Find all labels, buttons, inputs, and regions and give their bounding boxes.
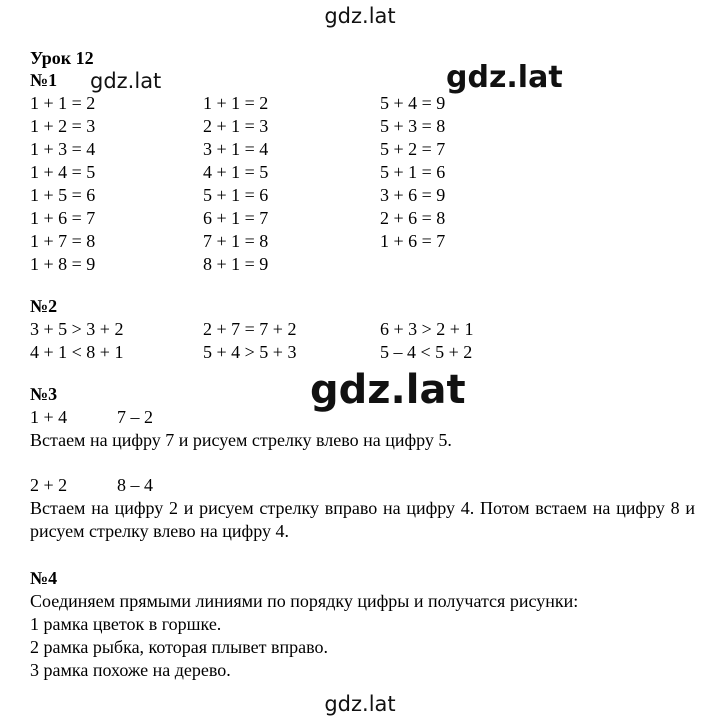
task1-col3-item: 3 + 6 = 9 [380,185,446,205]
task1-col2-item: 7 + 1 = 8 [203,231,269,251]
task4-line: 3 рамка похоже на дерево. [30,660,231,680]
task1-col2-item: 8 + 1 = 9 [203,254,269,274]
watermark-bold: gdz.lat [446,60,563,95]
task1-col3-item: 2 + 6 = 8 [380,208,446,228]
task1-col2-item: 3 + 1 = 4 [203,139,269,159]
task1-col1-item: 1 + 5 = 6 [30,185,96,205]
task1-col3-item: 5 + 1 = 6 [380,162,446,182]
task1-col1-item: 1 + 2 = 3 [30,116,96,136]
watermark-bottom: gdz.lat [324,692,396,716]
task3-expression: 7 – 2 [117,407,153,427]
task4-label: №4 [30,568,58,588]
task3-text: Встаем на цифру 2 и рисуем стрелку вправо на цифру 4. Потом встаем на цифру 8 и рисуем стрелку влево на цифру 4. [30,498,695,541]
task2-item: 6 + 3 > 2 + 1 [380,319,474,339]
task1-col2-item: 6 + 1 = 7 [203,208,269,228]
task1-col2-item: 4 + 1 = 5 [203,162,269,182]
task3-expression: 1 + 4 [30,407,68,427]
task2-item: 5 – 4 < 5 + 2 [380,342,473,362]
task2-item: 3 + 5 > 3 + 2 [30,319,124,339]
lesson-title: Урок 12 [30,48,94,68]
task1-col1-item: 1 + 7 = 8 [30,231,96,251]
task3-label: №3 [30,384,58,404]
task1-col1-item: 1 + 4 = 5 [30,162,96,182]
watermark-top: gdz.lat [324,4,396,28]
task2-item: 4 + 1 < 8 + 1 [30,342,124,362]
task1-col3-item: 5 + 2 = 7 [380,139,446,159]
task2-label: №2 [30,296,58,316]
task1-col2-item: 2 + 1 = 3 [203,116,269,136]
task3-expression: 8 – 4 [117,475,153,495]
task2-item: 2 + 7 = 7 + 2 [203,319,297,339]
task1-col1-item: 1 + 3 = 4 [30,139,96,159]
task1-col2-item: 5 + 1 = 6 [203,185,269,205]
task1-col3-item: 1 + 6 = 7 [380,231,446,251]
watermark-large: gdz.lat [310,367,466,413]
task1-col1-item: 1 + 1 = 2 [30,93,96,113]
task3-text: Встаем на цифру 7 и рисуем стрелку влево на цифру 5. [30,430,452,450]
task3-expression: 2 + 2 [30,475,68,495]
task2-item: 5 + 4 > 5 + 3 [203,342,297,362]
task4-line: Соединяем прямыми линиями по порядку цифры и получатся рисунки: [30,591,579,611]
task1-col3-item: 5 + 4 = 9 [380,93,446,113]
watermark-small: gdz.lat [90,69,162,93]
task4-line: 1 рамка цветок в горшке. [30,614,222,634]
task1-col1-item: 1 + 6 = 7 [30,208,96,228]
task1-col3-item: 5 + 3 = 8 [380,116,446,136]
task4-line: 2 рамка рыбка, которая плывет вправо. [30,637,329,657]
task1-col1-item: 1 + 8 = 9 [30,254,96,274]
task1-col2-item: 1 + 1 = 2 [203,93,269,113]
task1-label: №1 [30,70,58,90]
